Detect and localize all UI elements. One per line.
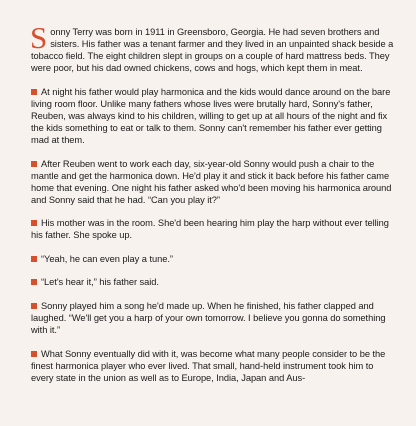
square-bullet-icon: [31, 89, 37, 95]
paragraph-intro: [30, 20, 396, 74]
paragraph-3: [31, 217, 396, 241]
paragraph-text: At night his father would play harmonica and the kids would dance around on the bare living room floor. Unlike many fathers whose lives were brutally hard, Sonny's father, Reuben, was always kind to his children, willing to get up at all hours of the night and fix the kids something to eat or talk to them. Sonny can't remember his father ever getting mad at them.: [31, 86, 391, 146]
paragraph-2: [31, 158, 396, 206]
paragraph-1: [31, 86, 396, 146]
paragraph-6: [31, 300, 396, 336]
paragraph-4: [31, 253, 396, 265]
paragraph-text: onny Terry was born in 1911 in Greensboro, Georgia. He had seven brothers and sisters. His father was a tenant farmer and they lived in an unpainted shack beside a tobacco field. The eight children slept in groups on a couple of hard mattress beds. They were poor, but his dad owned chickens, cows and hogs, which kept them in meat.: [31, 27, 394, 74]
paragraph-text: What Sonny eventually did with it, was become what many people consider to be the finest harmonica player who ever lived. That small, hand-held instrument took him to every state in the union as well as to Europe, India, Japan and Aus-: [31, 348, 386, 383]
square-bullet-icon: [31, 220, 37, 226]
square-bullet-icon: [31, 279, 37, 285]
square-bullet-icon: [31, 161, 37, 167]
paragraph-7: [31, 348, 396, 384]
square-bullet-icon: [31, 303, 37, 309]
paragraph-5: [31, 276, 396, 288]
square-bullet-icon: [31, 351, 37, 357]
paragraph-text: His mother was in the room. She'd been hearing him play the harp without ever telling his father. She spoke up.: [31, 218, 389, 241]
paragraph-text: “Let's hear it,” his father said.: [41, 277, 159, 288]
paragraph-text: After Reuben went to work each day, six-year-old Sonny would push a chair to the mantle and get the harmonica down. He'd play it and stick it back before his father came home that evening. One night his father asked who'd been moving his harmonica around and Sonny said that he had. “Can you play it?”: [31, 158, 392, 205]
drop-cap: S: [30, 20, 48, 55]
paragraph-text: “Yeah, he can even play a tune.”: [41, 253, 173, 264]
paragraph-text: Sonny played him a song he'd made up. When he finished, his father clapped and laughed. “We'll get you a harp of your own tomorrow. I believe you gonna do something with it.”: [31, 300, 386, 336]
square-bullet-icon: [31, 256, 37, 262]
